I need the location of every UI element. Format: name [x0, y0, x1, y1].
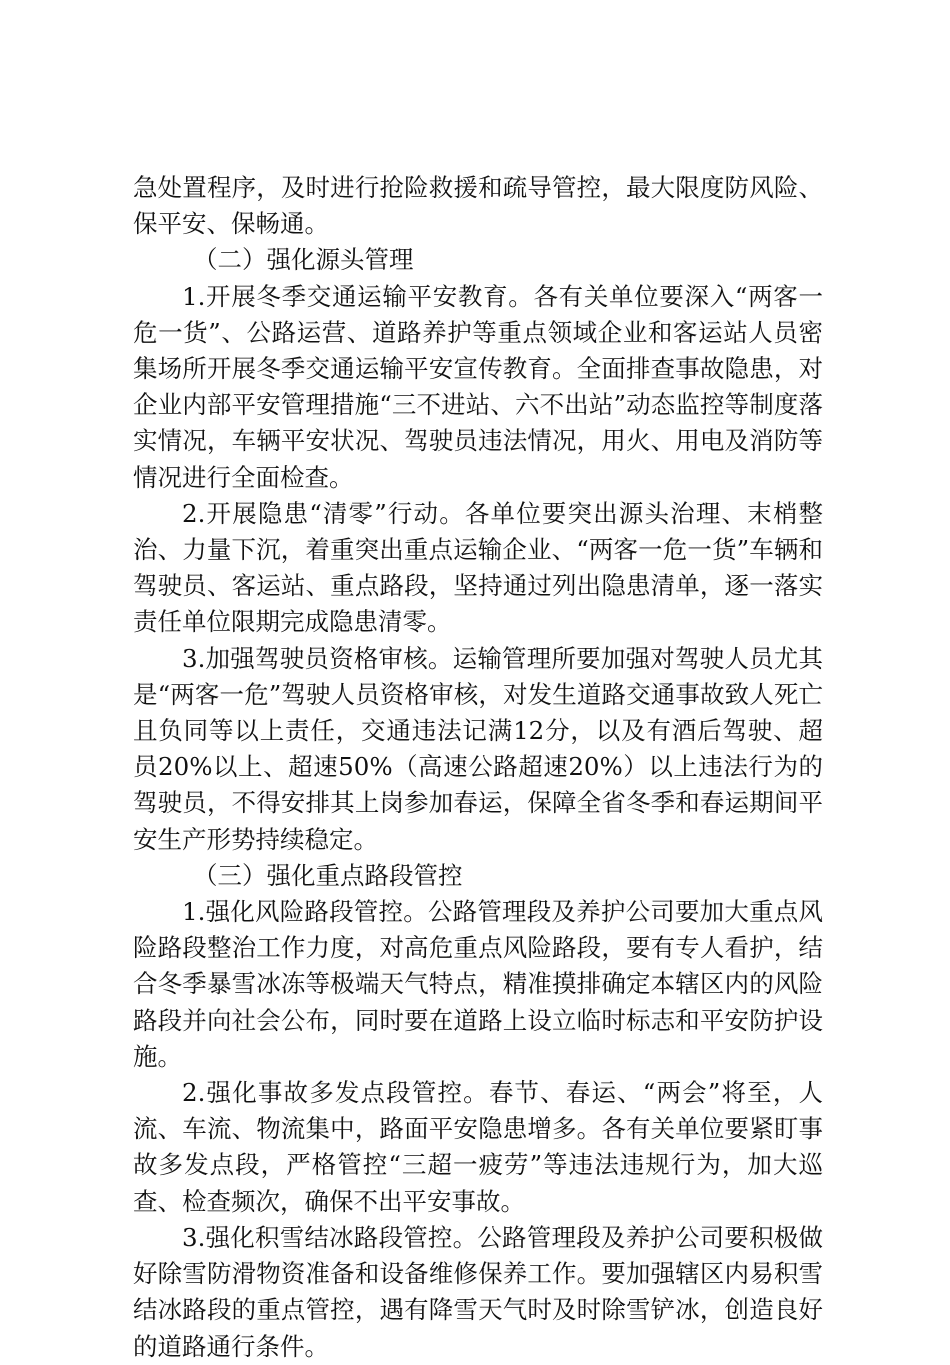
section-heading-2: （二）强化源头管理 — [193, 245, 414, 275]
section-heading-3: （三）强化重点路段管控 — [193, 860, 463, 890]
paragraph-snow-ice-control: 3.强化积雪结冰路段管控。公路管理段及养护公司要积极做好除雪防滑物资准备和设备维修保养工作。要加强辖区内易积雪结冰路段的重点管控，遇有降雪天气时及时除雪铲冰，创造良好的道路通行条件。 — [133, 1222, 823, 1361]
paragraph-hazard-clearing: 2.开展隐患“清零”行动。各单位要突出源头治理、末梢整治、力量下沉，着重突出重点运输企业、“两客一危一货”车辆和驾驶员、客运站、重点路段，坚持通过列出隐患清单，逐一落实责任单位限期完成隐患清零。 — [133, 498, 823, 637]
paragraph-accident-prone-control: 2.强化事故多发点段管控。春节、春运、“两会”将至，人流、车流、物流集中，路面平安隐患增多。各有关单位要紧盯事故多发点段，严格管控“三超一疲劳”等违法违规行为，加大巡查、检查频次，确保不出平安事故。 — [133, 1078, 823, 1216]
document-body — [133, 170, 823, 1365]
paragraph-continuation: 急处置程序，及时进行抢险救援和疏导管控，最大限度防风险、保平安、保畅通。 — [133, 173, 823, 239]
paragraph-driver-qualification: 3.加强驾驶员资格审核。运输管理所要加强对驾驶人员尤其是“两客一危”驾驶人员资格审核，对发生道路交通事故致人死亡且负同等以上责任，交通违法记满12分，以及有酒后驾驶、超员20%以上、超速50%（高速公路超速20%）以上违法行为的驾驶员，不得安排其上岗参加春运，保障全省冬季和春运期间平安生产形势持续稳定。 — [133, 643, 823, 854]
paragraph-safety-education: 1.开展冬季交通运输平安教育。各有关单位要深入“两客一危一货”、公路运营、道路养护等重点领域企业和客运站人员密集场所开展冬季交通运输平安宣传教育。全面排查事故隐患，对企业内部平安管理措施“三不进站、六不出站”动态监控等制度落实情况，车辆平安状况、驾驶员违法情况，用火、用电及消防等情况进行全面检查。 — [133, 281, 823, 492]
paragraph-risk-road-control: 1.强化风险路段管控。公路管理段及养护公司要加大重点风险路段整治工作力度，对高危重点风险路段，要有专人看护，结合冬季暴雪冰冻等极端天气特点，精准摸排确定本辖区内的风险路段并向社会公布，同时要在道路上设立临时标志和平安防护设施。 — [133, 897, 823, 1071]
